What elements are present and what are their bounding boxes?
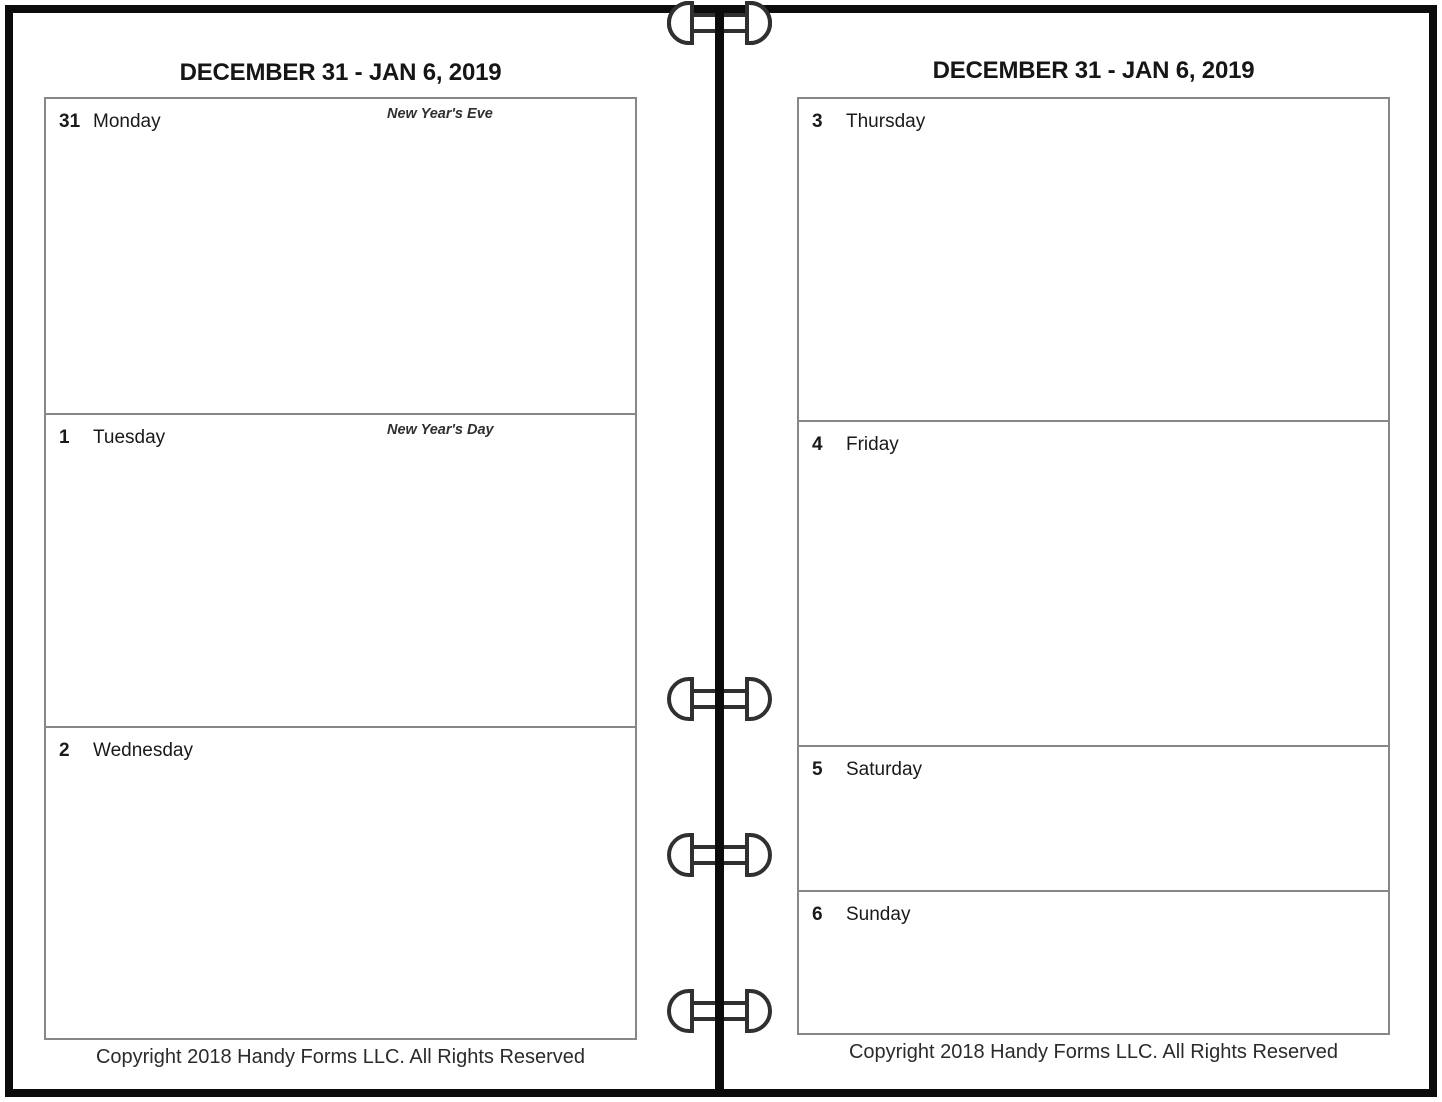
day-header: [799, 892, 1388, 926]
day-cell-saturday: [799, 745, 1388, 890]
day-cell-monday: [46, 99, 635, 413]
right-week-grid: [797, 97, 1390, 1035]
day-name: Monday: [93, 111, 161, 132]
day-name: Thursday: [846, 111, 926, 132]
ring-right-cap: [745, 677, 772, 721]
day-name: Friday: [846, 434, 899, 455]
day-number: 3: [812, 111, 823, 132]
holiday-label: New Year's Day: [387, 422, 494, 438]
left-week-grid: [44, 97, 637, 1040]
day-cell-thursday: [799, 99, 1388, 420]
ring-left-cap: [667, 677, 694, 721]
day-number: 5: [812, 759, 823, 780]
day-header: [46, 415, 635, 449]
day-header: [799, 422, 1388, 456]
day-name: Tuesday: [93, 427, 166, 448]
day-cell-friday: [799, 420, 1388, 745]
left-page-footer: Copyright 2018 Handy Forms LLC. All Rights Reserved: [95, 1046, 586, 1068]
day-name: Sunday: [846, 904, 911, 925]
day-number: 2: [59, 740, 70, 761]
day-cell-wednesday: [46, 726, 635, 1038]
day-number: 31: [59, 111, 81, 132]
day-header: [46, 99, 635, 133]
ring-left-cap: [667, 989, 694, 1033]
day-name: Saturday: [846, 759, 923, 780]
ring-right-cap: [745, 989, 772, 1033]
day-cell-tuesday: [46, 413, 635, 726]
day-number: 4: [812, 434, 823, 455]
ring-right-cap: [745, 1, 772, 45]
right-page-title: DECEMBER 31 - JAN 6, 2019: [932, 57, 1255, 84]
day-header: [46, 728, 635, 762]
binder-spine: [715, 5, 724, 1097]
ring-left-cap: [667, 833, 694, 877]
left-page-title: DECEMBER 31 - JAN 6, 2019: [179, 59, 502, 86]
day-header: [799, 747, 1388, 781]
holiday-label: New Year's Eve: [387, 106, 493, 122]
ring-left-cap: [667, 1, 694, 45]
day-header: [799, 99, 1388, 133]
right-page-footer: Copyright 2018 Handy Forms LLC. All Rights Reserved: [848, 1041, 1339, 1063]
day-cell-sunday: [799, 890, 1388, 1033]
day-number: 6: [812, 904, 823, 925]
ring-right-cap: [745, 833, 772, 877]
day-name: Wednesday: [93, 740, 193, 761]
day-number: 1: [59, 427, 70, 448]
